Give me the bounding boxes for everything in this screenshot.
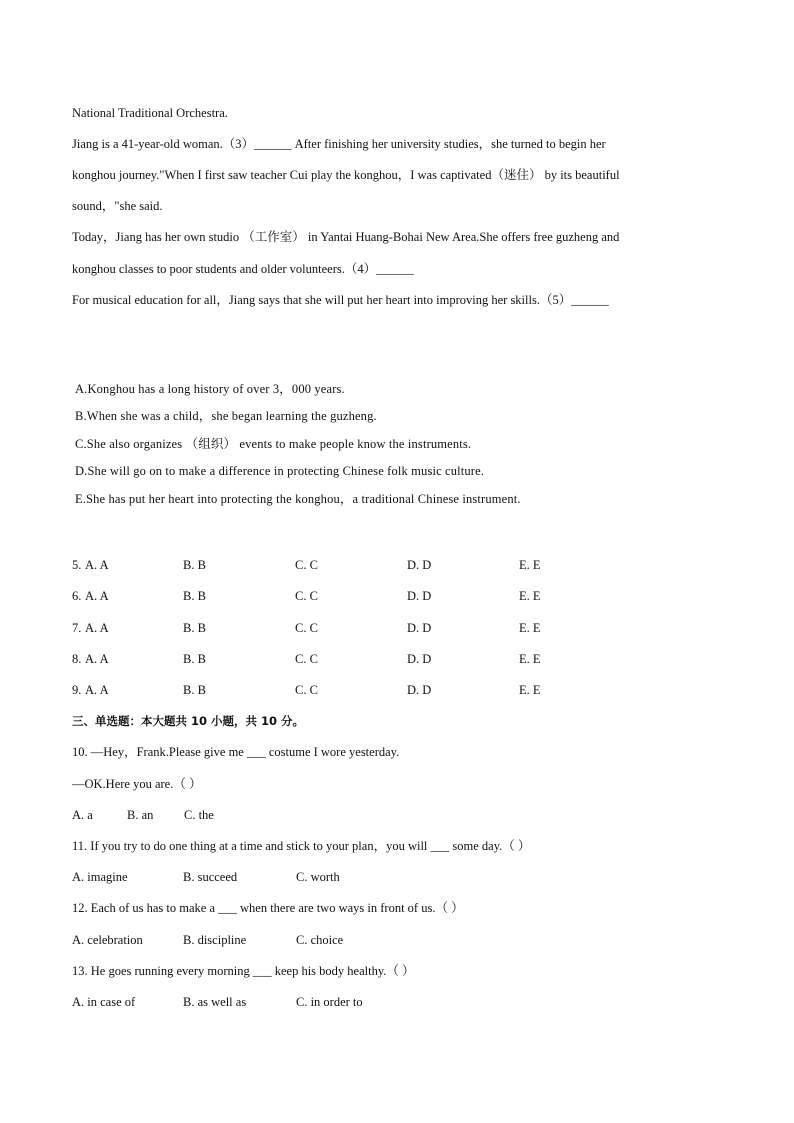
answer-a[interactable]: A. celebration [72, 933, 143, 947]
choice-e[interactable]: E. E [519, 621, 541, 635]
answer-c[interactable]: C. the [184, 808, 214, 822]
passage-line: Today，Jiang has her own studio （工作室） in Yantai Huang-Bohai New Area.She offers free guzheng and [72, 230, 620, 244]
option-e: E.She has put her heart into protecting the konghou，a traditional Chinese instrument. [75, 492, 521, 506]
choice-d[interactable]: D. D [407, 652, 432, 666]
choice-e[interactable]: E. E [519, 589, 541, 603]
answer-b[interactable]: B. succeed [183, 870, 238, 884]
answer-a[interactable]: A. a [72, 808, 93, 822]
choice-b[interactable]: B. B [183, 621, 206, 635]
choice-a[interactable]: A. A [85, 589, 109, 603]
option-c: C.She also organizes （组织） events to make people know the instruments. [75, 437, 472, 451]
choice-a[interactable]: A. A [85, 683, 109, 697]
passage-line: sound，"she said. [72, 199, 163, 213]
question-number: 5. [72, 558, 82, 572]
choice-b[interactable]: B. B [183, 589, 206, 603]
answer-b[interactable]: B. an [127, 808, 154, 822]
question-stem: 12. Each of us has to make a ___ when there are two ways in front of us.（ ） [72, 901, 464, 915]
question-stem-reply: —OK.Here you are.（ ） [72, 777, 202, 791]
option-a: A.Konghou has a long history of over 3，000 years. [75, 382, 345, 396]
answer-a[interactable]: A. in case of [72, 995, 136, 1009]
question-stem: 10. —Hey，Frank.Please give me ___ costume I wore yesterday. [72, 745, 400, 759]
passage-line: konghou classes to poor students and older volunteers.（4）______ [72, 262, 414, 276]
choice-a[interactable]: A. A [85, 652, 109, 666]
answer-a[interactable]: A. imagine [72, 870, 128, 884]
choice-a[interactable]: A. A [85, 558, 109, 572]
question-number: 8. [72, 652, 82, 666]
choice-d[interactable]: D. D [407, 558, 432, 572]
passage-line: konghou journey."When I first saw teacher Cui play the konghou，I was captivated（迷住） by its beautiful [72, 168, 620, 182]
choice-d[interactable]: D. D [407, 683, 432, 697]
choice-e[interactable]: E. E [519, 652, 541, 666]
choice-d[interactable]: D. D [407, 589, 432, 603]
question-number: 6. [72, 589, 82, 603]
question-number: 7. [72, 621, 82, 635]
choice-d[interactable]: D. D [407, 621, 432, 635]
question-stem: 13. He goes running every morning ___ keep his body healthy.（ ） [72, 964, 415, 978]
choice-c[interactable]: C. C [295, 683, 318, 697]
choice-c[interactable]: C. C [295, 652, 318, 666]
option-b: B.When she was a child，she began learning the guzheng. [75, 409, 377, 423]
choice-c[interactable]: C. C [295, 589, 318, 603]
choice-c[interactable]: C. C [295, 621, 318, 635]
question-stem: 11. If you try to do one thing at a time and stick to your plan，you will ___ some day.（ ） [72, 839, 531, 853]
option-d: D.She will go on to make a difference in protecting Chinese folk music culture. [75, 464, 485, 478]
passage-line: Jiang is a 41-year-old woman.（3）______ After finishing her university studies，she turned to begin her [72, 137, 606, 151]
choice-b[interactable]: B. B [183, 558, 206, 572]
question-number: 9. [72, 683, 82, 697]
section-heading: 三、单选题：本大题共 10 小题，共 10 分。 [72, 714, 305, 728]
choice-c[interactable]: C. C [295, 558, 318, 572]
answer-c[interactable]: C. worth [296, 870, 340, 884]
answer-b[interactable]: B. as well as [183, 995, 247, 1009]
answer-b[interactable]: B. discipline [183, 933, 247, 947]
answer-c[interactable]: C. choice [296, 933, 344, 947]
passage-line: National Traditional Orchestra. [72, 106, 228, 120]
answer-c[interactable]: C. in order to [296, 995, 363, 1009]
choice-a[interactable]: A. A [85, 621, 109, 635]
choice-b[interactable]: B. B [183, 683, 206, 697]
passage-line: For musical education for all，Jiang says that she will put her heart into improving her skills.（5）______ [72, 293, 609, 307]
choice-e[interactable]: E. E [519, 683, 541, 697]
choice-b[interactable]: B. B [183, 652, 206, 666]
choice-e[interactable]: E. E [519, 558, 541, 572]
